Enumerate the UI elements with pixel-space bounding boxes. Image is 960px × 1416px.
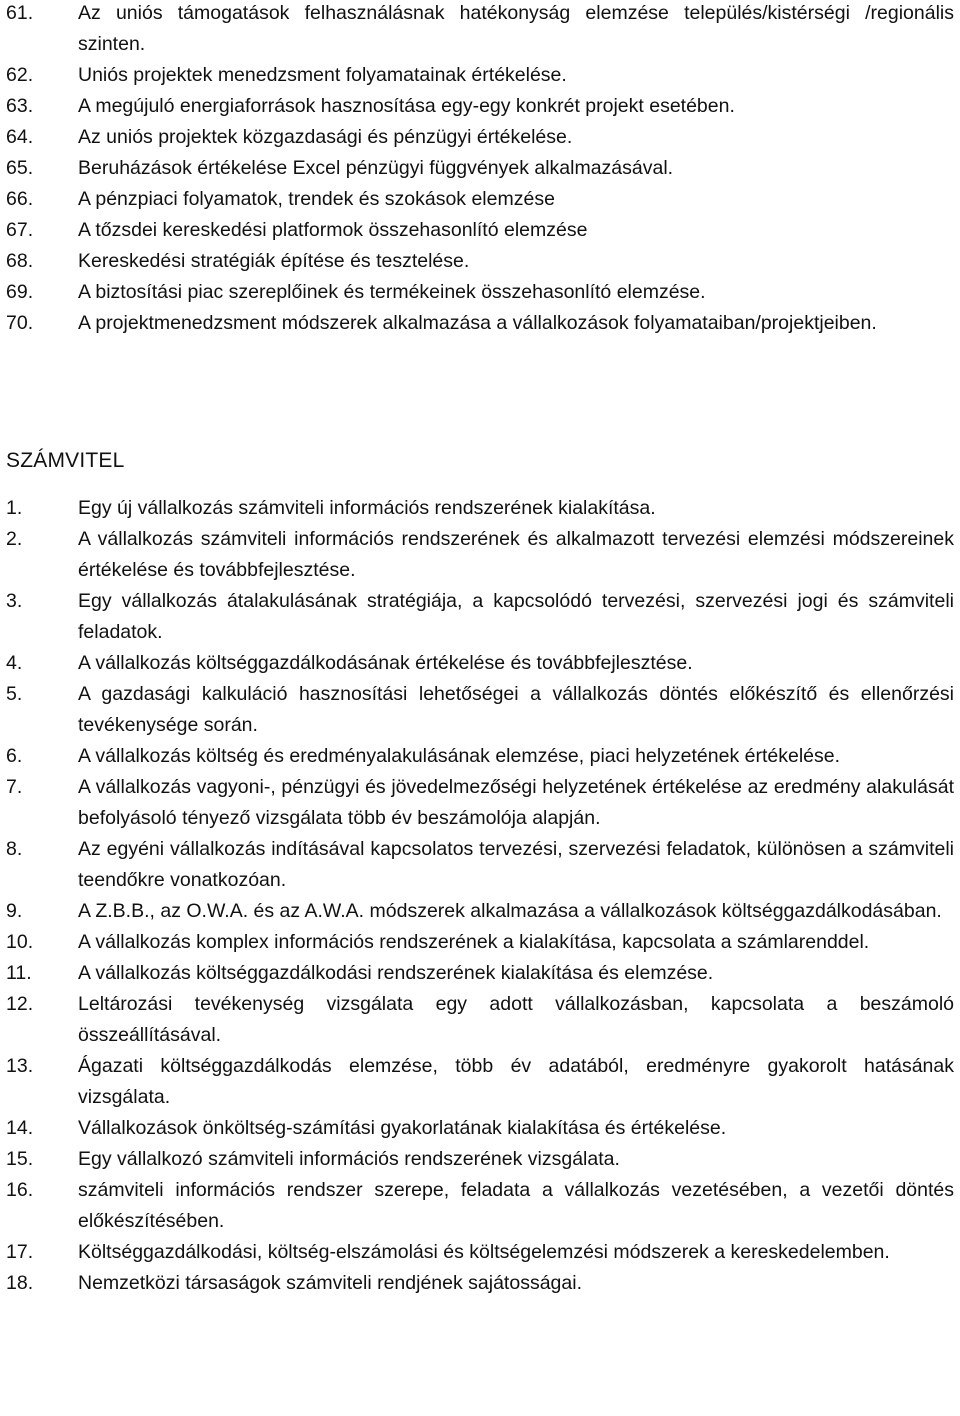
item-number: 8. bbox=[6, 838, 23, 860]
item-text: számviteli információs rendszer szerepe, feladata a vállalkozás vezetésében, a vezetői döntés előkészítésében. bbox=[78, 1179, 954, 1232]
item-number: 5. bbox=[6, 683, 23, 705]
list-item bbox=[0, 648, 956, 679]
item-text: A vállalkozás komplex információs rendszerének a kialakítása, kapcsolata a számlarenddel. bbox=[78, 931, 870, 953]
item-number: 61. bbox=[6, 2, 34, 24]
list-item bbox=[0, 246, 956, 277]
list-item bbox=[0, 679, 956, 741]
list-item bbox=[0, 215, 956, 246]
item-number: 69. bbox=[6, 281, 34, 303]
item-number: 65. bbox=[6, 157, 34, 179]
list-item bbox=[0, 308, 956, 339]
section-heading: SZÁMVITEL bbox=[6, 449, 125, 472]
item-text: Egy vállalkozás átalakulásának stratégiája, a kapcsolódó tervezési, szervezési jogi és számviteli feladatok. bbox=[78, 590, 954, 643]
list-item bbox=[0, 1113, 956, 1144]
item-text: Egy új vállalkozás számviteli információs rendszerének kialakítása. bbox=[78, 497, 656, 519]
item-number: 17. bbox=[6, 1241, 34, 1263]
item-number: 16. bbox=[6, 1179, 34, 1201]
list-item bbox=[0, 1051, 956, 1113]
item-text: Egy vállalkozó számviteli információs rendszerének vizsgálata. bbox=[78, 1148, 620, 1170]
list-item bbox=[0, 91, 956, 122]
list-item bbox=[0, 524, 956, 586]
list-item bbox=[0, 153, 956, 184]
item-text: A vállalkozás költséggazdálkodási rendszerének kialakítása és elemzése. bbox=[78, 962, 714, 984]
item-text: Nemzetközi társaságok számviteli rendjének sajátosságai. bbox=[78, 1272, 582, 1294]
item-number: 70. bbox=[6, 312, 34, 334]
item-text: Uniós projektek menedzsment folyamatainak értékelése. bbox=[78, 64, 567, 86]
item-number: 12. bbox=[6, 993, 34, 1015]
item-text: Beruházások értékelése Excel pénzügyi függvények alkalmazásával. bbox=[78, 157, 674, 179]
item-number: 3. bbox=[6, 590, 23, 612]
item-text: A vállalkozás költség és eredményalakulásának elemzése, piaci helyzetének értékelése. bbox=[78, 745, 841, 767]
list-item bbox=[0, 0, 956, 60]
list-item bbox=[0, 1268, 956, 1299]
item-text: A gazdasági kalkuláció hasznosítási lehetőségei a vállalkozás döntés előkészítő és ellenőrzési tevékenysége során. bbox=[78, 683, 954, 736]
list-item bbox=[0, 1175, 956, 1237]
item-text: Az uniós támogatások felhasználásnak hatékonyság elemzése település/kistérségi /regionális szinten. bbox=[78, 2, 954, 55]
item-text: A vállalkozás vagyoni-, pénzügyi és jövedelmezőségi helyzetének értékelése az eredmény alakulását befolyásoló tényező vizsgálata több év beszámolója alapján. bbox=[78, 776, 954, 829]
topic-list-szamvitel bbox=[0, 493, 956, 1299]
item-number: 66. bbox=[6, 188, 34, 210]
list-item bbox=[0, 184, 956, 215]
item-text: A Z.B.B., az O.W.A. és az A.W.A. módszerek alkalmazása a vállalkozások költséggazdálkodásában. bbox=[78, 900, 942, 922]
item-text: Vállalkozások önköltség-számítási gyakorlatának kialakítása és értékelése. bbox=[78, 1117, 727, 1139]
list-item bbox=[0, 772, 956, 834]
item-number: 15. bbox=[6, 1148, 34, 1170]
item-text: Leltározási tevékenység vizsgálata egy adott vállalkozásban, kapcsolata a beszámoló összeállításával. bbox=[78, 993, 954, 1046]
item-text: Költséggazdálkodási, költség-elszámolási és költségelemzési módszerek a kereskedelemben. bbox=[78, 1241, 890, 1263]
list-item bbox=[0, 1237, 956, 1268]
list-item bbox=[0, 989, 956, 1051]
list-item bbox=[0, 586, 956, 648]
list-item bbox=[0, 927, 956, 958]
list-item bbox=[0, 1144, 956, 1175]
item-text: A vállalkozás számviteli információs rendszerének és alkalmazott tervezési elemzési módszereinek értékelése és továbbfejlesztése. bbox=[78, 528, 954, 581]
item-text: Az uniós projektek közgazdasági és pénzügyi értékelése. bbox=[78, 126, 573, 148]
item-number: 4. bbox=[6, 652, 23, 674]
item-text: A tőzsdei kereskedési platformok összehasonlító elemzése bbox=[78, 219, 588, 241]
item-text: A megújuló energiaforrások hasznosítása egy-egy konkrét projekt esetében. bbox=[78, 95, 735, 117]
item-text: Az egyéni vállalkozás indításával kapcsolatos tervezési, szervezési feladatok, különösen a számviteli teendőkre vonatkozóan. bbox=[78, 838, 954, 891]
item-number: 11. bbox=[6, 962, 32, 984]
item-number: 63. bbox=[6, 95, 34, 117]
item-number: 13. bbox=[6, 1055, 34, 1077]
item-text: A projektmenedzsment módszerek alkalmazása a vállalkozások folyamataiban/projektjeiben. bbox=[78, 312, 877, 334]
item-number: 18. bbox=[6, 1272, 34, 1294]
list-item bbox=[0, 493, 956, 524]
item-number: 62. bbox=[6, 64, 34, 86]
item-number: 6. bbox=[6, 745, 23, 767]
item-text: A biztosítási piac szereplőinek és termékeinek összehasonlító elemzése. bbox=[78, 281, 706, 303]
list-item bbox=[0, 277, 956, 308]
item-number: 68. bbox=[6, 250, 34, 272]
list-item bbox=[0, 122, 956, 153]
item-number: 9. bbox=[6, 900, 23, 922]
list-item bbox=[0, 741, 956, 772]
list-item bbox=[0, 834, 956, 896]
item-number: 10. bbox=[6, 931, 34, 953]
item-number: 7. bbox=[6, 776, 23, 798]
item-number: 67. bbox=[6, 219, 34, 241]
item-number: 1. bbox=[6, 497, 23, 519]
list-item bbox=[0, 896, 956, 927]
item-number: 64. bbox=[6, 126, 34, 148]
item-text: A vállalkozás költséggazdálkodásának értékelése és továbbfejlesztése. bbox=[78, 652, 693, 674]
item-number: 2. bbox=[6, 528, 23, 550]
item-text: Kereskedési stratégiák építése és tesztelése. bbox=[78, 250, 470, 272]
item-text: Ágazati költséggazdálkodás elemzése, több év adatából, eredményre gyakorolt hatásának vizsgálata. bbox=[78, 1055, 954, 1108]
topic-list-top bbox=[0, 0, 956, 339]
list-item bbox=[0, 958, 956, 989]
item-number: 14. bbox=[6, 1117, 34, 1139]
list-item bbox=[0, 60, 956, 91]
item-text: A pénzpiaci folyamatok, trendek és szokások elemzése bbox=[78, 188, 555, 210]
